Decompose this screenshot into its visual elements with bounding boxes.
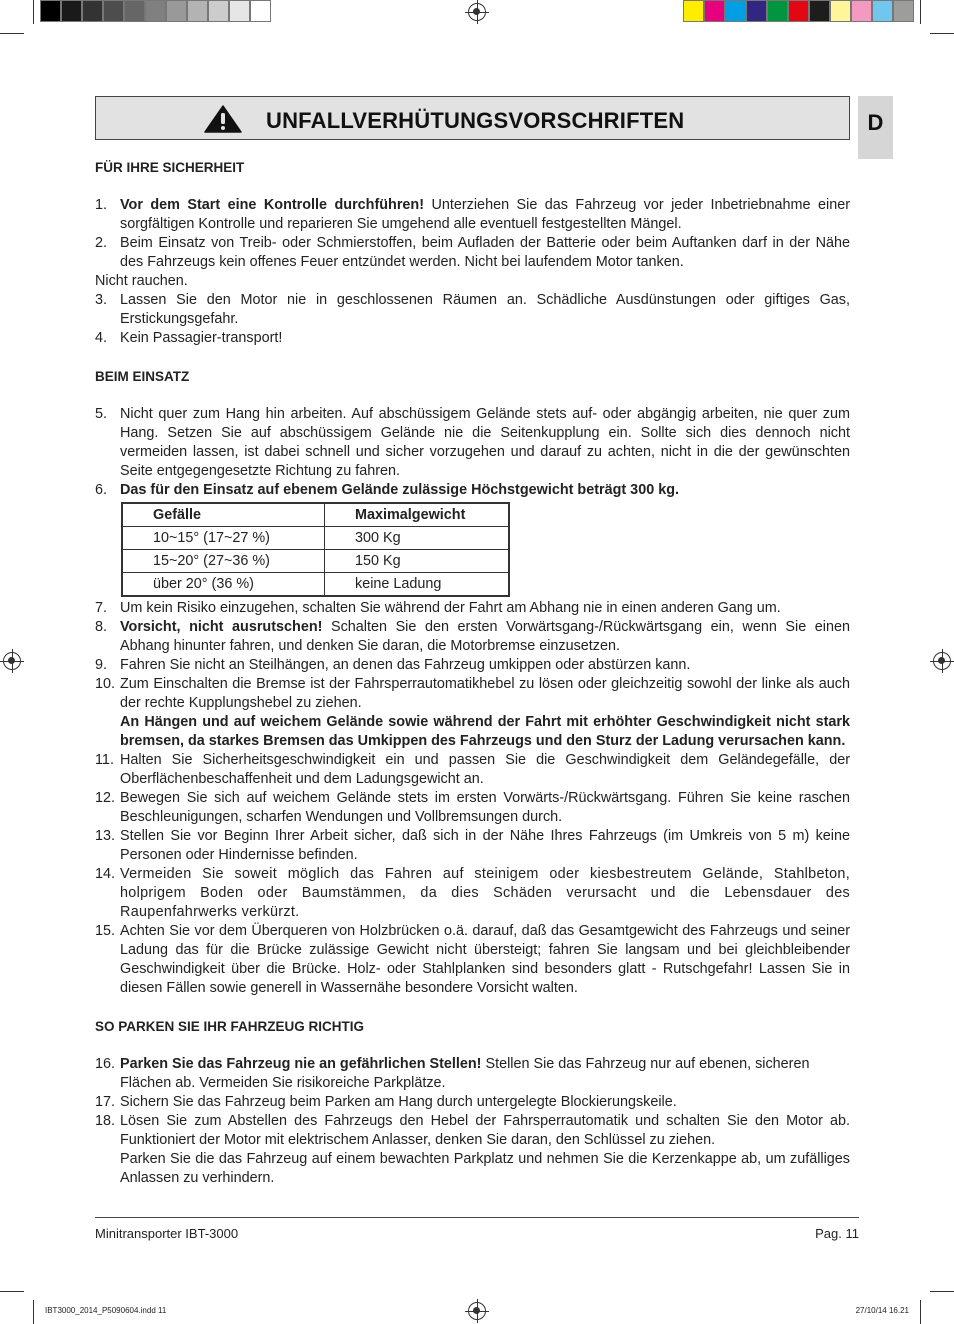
section-heading-parking: SO PARKEN SIE IHR FAHRZEUG RICHTIG [95, 1019, 365, 1034]
gray-swatch [124, 0, 145, 22]
color-swatch [830, 0, 851, 22]
table-cell: 15~20° (27~36 %) [122, 550, 325, 573]
item-number: 1. [95, 197, 108, 213]
item-number: 13. [95, 828, 116, 844]
color-swatch [788, 0, 809, 22]
gray-swatch [82, 0, 103, 22]
crop-mark [0, 33, 24, 34]
main-content [95, 158, 850, 1188]
gray-swatch [229, 0, 250, 22]
gray-swatch [166, 0, 187, 22]
item-text: Stellen Sie das Fahrzeug nur auf ebenen, sicheren Flächen ab. Vermeiden Sie risikoreiche Parkplätze. [120, 1056, 810, 1091]
color-swatch [851, 0, 872, 22]
list-item [95, 656, 850, 675]
item-text: Fahren Sie nicht an Steilhängen, an denen das Fahrzeug umkippen oder abstürzen kann. [120, 657, 691, 673]
item-text: Lösen Sie zum Abstellen des Fahrzeugs den Hebel der Fahrsperrautomatik und schalten Sie den Motor ab. Funktioniert der Motor mit elektrischem Anlasser, denken Sie daran, den Schlüssel zu ziehen. [120, 1113, 850, 1148]
crop-mark [33, 1300, 34, 1324]
item-number: 16. [95, 1056, 116, 1072]
item-bold-text: An Hängen und auf weichem Gelände sowie während der Fahrt mit erhöhter Geschwindigkeit nicht stark bremsen, da starkes Bremsen das Umkippen des Fahrzeugs und den Sturz der Ladung verursachen kann. [120, 714, 850, 749]
item-number: 4. [95, 330, 108, 346]
color-swatch [704, 0, 725, 22]
item-number: 10. [95, 676, 116, 692]
section-heading-safety: FÜR IHRE SICHERHEIT [95, 160, 245, 175]
item-number: 18. [95, 1113, 116, 1129]
item-number: 6. [95, 482, 108, 498]
item-text: Bewegen Sie sich auf weichem Gelände stets im ersten Vorwärts-/Rückwärtsgang. Führen Sie keine raschen Beschleunigungen, scharfen Wendungen und Vollbremsungen durch. [120, 790, 850, 825]
item-bold-text: Das für den Einsatz auf ebenem Gelände zulässige Höchstgewicht beträgt 300 kg. [120, 482, 679, 498]
color-swatch [683, 0, 704, 22]
color-swatch [809, 0, 830, 22]
item-text: Unterziehen Sie das Fahrzeug vor jeder Inbetriebnahme einer sorgfältigen Kontrolle und reparieren Sie umgehend alle eventuell festgestellten Mängel. [120, 197, 850, 232]
registration-mark-icon [468, 3, 486, 21]
gray-swatch [145, 0, 166, 22]
item-number: 14. [95, 866, 116, 882]
gray-swatch [40, 0, 61, 22]
item-number: 5. [95, 406, 108, 422]
table-cell: über 20° (36 %) [122, 573, 325, 597]
crop-mark [930, 33, 954, 34]
registration-mark-icon [468, 1302, 486, 1320]
item-number: 11. [95, 752, 114, 768]
item-bold-text: Vorsicht, nicht ausrutschen! [120, 619, 323, 635]
registration-mark-icon [3, 652, 21, 670]
item-number: 3. [95, 292, 108, 308]
item-number: 8. [95, 619, 108, 635]
list-item [95, 751, 850, 789]
list-item [95, 865, 850, 922]
gray-swatch [61, 0, 82, 22]
color-swatch [893, 0, 914, 22]
gray-swatch [187, 0, 208, 22]
print-slug-filename: IBT3000_2014_P5090604.indd 11 [45, 1306, 167, 1315]
crop-mark [920, 1300, 921, 1324]
item-text: Lassen Sie den Motor nie in geschlossenen Räumen an. Schädliche Ausdünstungen oder giftiges Gas, Erstickungsgefahr. [120, 292, 850, 327]
list-item [95, 618, 850, 656]
item-text: Nicht quer zum Hang hin arbeiten. Auf abschüssigem Gelände stets auf- oder abgängig arbeiten, nie quer zum Hang. Setzen Sie auf abschüssigem Gelände nie die Seitenkupplung ein. Sollte sich dies dennoch nicht vermeiden lassen, ist dabei schnell und sicher vorzugehen und darauf zu achten, nicht in die der gewünschten Seite entgegengesetzte Richtung zu fahren. [120, 406, 850, 479]
list-item [95, 196, 850, 234]
table-cell: 150 Kg [325, 550, 510, 573]
footer-page-number: Pag. 11 [815, 1226, 859, 1241]
list-item [95, 1093, 850, 1112]
slope-weight-table [121, 502, 510, 597]
gray-swatch [208, 0, 229, 22]
list-item [95, 291, 850, 329]
item-number: 17. [95, 1094, 116, 1110]
print-slug-date: 27/10/14 16.21 [855, 1306, 909, 1315]
gray-swatch [250, 0, 271, 22]
language-tab: D [858, 96, 893, 159]
item-text: Kein Passagier-transport! [120, 330, 283, 346]
color-swatch [872, 0, 893, 22]
page-title: UNFALLVERHÜTUNGSVORSCHRIFTEN [266, 108, 685, 133]
item-text: Halten Sie Sicherheitsgeschwindigkeit ein und passen Sie die Geschwindigkeit dem Geländegefälle, der Oberflächenbeschaffenheit und dem Ladungsgewicht an. [120, 752, 850, 787]
item-bold-text: Vor dem Start eine Kontrolle durchführen! [120, 197, 425, 213]
crop-mark [33, 0, 34, 24]
section-title-box [95, 96, 850, 140]
table-row [122, 550, 509, 573]
crop-mark [920, 0, 921, 24]
list-item [95, 405, 850, 481]
list-item [95, 827, 850, 865]
color-swatch [725, 0, 746, 22]
item-text: Parken Sie die das Fahrzeug auf einem bewachten Parkplatz und nehmen Sie die Kerzenkappe ab, um zufälliges Anlassen zu verhindern. [120, 1151, 850, 1186]
table-header-cell: Gefälle [122, 503, 325, 527]
list-item [95, 481, 850, 500]
registration-mark-icon [933, 652, 951, 670]
footer-product-name: Minitransporter IBT-3000 [95, 1226, 239, 1241]
item-number: 7. [95, 600, 108, 616]
table-row [122, 573, 509, 597]
table-row [122, 527, 509, 550]
list-item [95, 922, 850, 998]
item-bold-text: Parken Sie das Fahrzeug nie an gefährlichen Stellen! [120, 1056, 482, 1072]
item-text: Vermeiden Sie soweit möglich das Fahren auf steinigem oder kiesbestreutem Gelände, Stahlbeton, holprigem Boden oder Baumstämmen, da dies Schäden verursacht und die Lebensdauer des Raupenfahrwerks verkürzt. [120, 866, 850, 920]
table-cell: 300 Kg [325, 527, 510, 550]
item-number: 15. [95, 923, 116, 939]
table-header-row [122, 503, 509, 527]
list-item [95, 789, 850, 827]
table-cell: keine Ladung [325, 573, 510, 597]
color-swatch [767, 0, 788, 22]
item-text: Zum Einschalten die Bremse ist der Fahrsperrautomatikhebel zu lösen oder gleichzeitig sowohl der linke als auch der rechte Kupplungshebel zu ziehen. [120, 676, 850, 711]
item-text: Um kein Risiko einzugehen, schalten Sie während der Fahrt am Abhang nie in einen anderen Gang um. [120, 600, 781, 616]
item-text: Stellen Sie vor Beginn Ihrer Arbeit sicher, daß sich in der Nähe Ihres Fahrzeugs (im Umkreis von 5 m) keine Personen oder Hindernisse befinden. [120, 828, 850, 863]
list-item [95, 329, 850, 348]
item-number: 2. [95, 235, 108, 251]
table-cell: 10~15° (17~27 %) [122, 527, 325, 550]
list-item [95, 675, 850, 751]
list-item [95, 234, 850, 272]
crop-mark [930, 1291, 954, 1292]
list-item [95, 1055, 850, 1093]
crop-mark [0, 1291, 24, 1292]
item-text: Sichern Sie das Fahrzeug beim Parken am Hang durch untergelegte Blockierungskeile. [120, 1094, 677, 1110]
item-number: 12. [95, 790, 116, 806]
gray-swatch [103, 0, 124, 22]
item-text: Beim Einsatz von Treib- oder Schmierstoffen, beim Aufladen der Batterie oder beim Auftanken darf in der Nähe des Fahrzeugs kein offenes Feuer entzündet werden. Nicht bei laufendem Motor tanken. [120, 235, 850, 270]
section-heading-operation: BEIM EINSATZ [95, 369, 190, 384]
table-header-cell: Maximalgewicht [325, 503, 510, 527]
color-swatch [746, 0, 767, 22]
item-number: 9. [95, 657, 108, 673]
list-item [95, 1112, 850, 1188]
item-text: Schalten Sie den ersten Vorwärtsgang-/Rückwärtsgang ein, wenn Sie einen Abhang hinunter fahren, und denken Sie daran, die Motorbremse einzusetzen. [120, 619, 850, 654]
item-text: Achten Sie vor dem Überqueren von Holzbrücken o.ä. darauf, daß das Gesamtgewicht des Fahrzeugs und seiner Ladung das für die Brücke zulässige Gewicht nicht übersteigt; fahren Sie langsam und bei gleichbleibender Geschwindigkeit über die Brücke. Holz- oder Stahlplanken sind besonders glatt - Rutschgefahr! Lassen Sie in diesen Fällen sowie generell in Wassernähe besondere Vorsicht walten. [120, 923, 850, 996]
footer-divider [95, 1217, 859, 1218]
list-item [95, 599, 850, 618]
warning-icon [204, 105, 242, 133]
no-smoking-text: Nicht rauchen. [95, 273, 188, 289]
